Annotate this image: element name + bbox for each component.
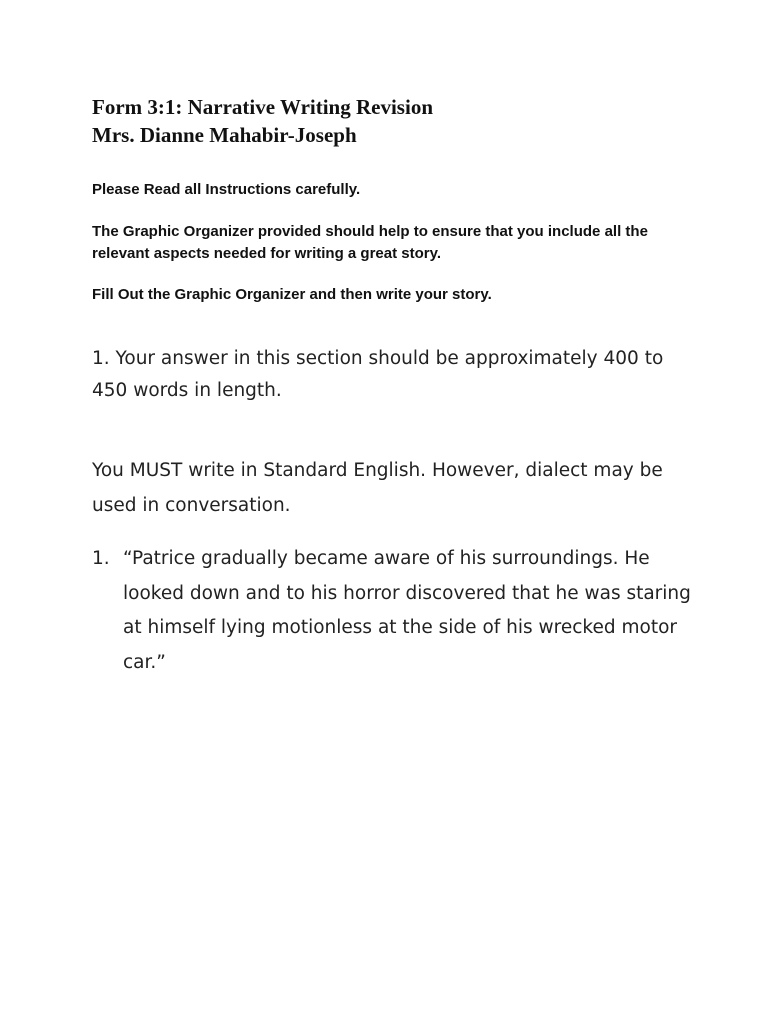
word-count-requirement: 1. Your answer in this section should be approximately 400 to 450 words in length. <box>92 348 664 401</box>
teacher-name: Mrs. Dianne Mahabir-Joseph <box>92 123 357 147</box>
language-requirement: You MUST write in Standard English. However, dialect may be used in conversation. <box>92 460 663 516</box>
instruction-read-carefully: Please Read all Instructions carefully. <box>92 181 361 198</box>
story-prompt-number: 1. <box>92 548 110 569</box>
story-prompt-text: “Patrice gradually became aware of his surroundings. He looked down and to his horror discovered that he was staring at himself lying motionless at the side of his wrecked motor car.” <box>123 548 691 673</box>
story-prompt-list <box>92 542 692 680</box>
instruction-fill-out: Fill Out the Graphic Organizer and then write your story. <box>92 286 492 303</box>
instruction-graphic-organizer: The Graphic Organizer provided should help to ensure that you include all the relevant aspects needed for writing a great story. <box>92 223 648 262</box>
document-title: Form 3:1: Narrative Writing Revision <box>92 95 433 119</box>
story-prompt-item <box>92 542 692 680</box>
